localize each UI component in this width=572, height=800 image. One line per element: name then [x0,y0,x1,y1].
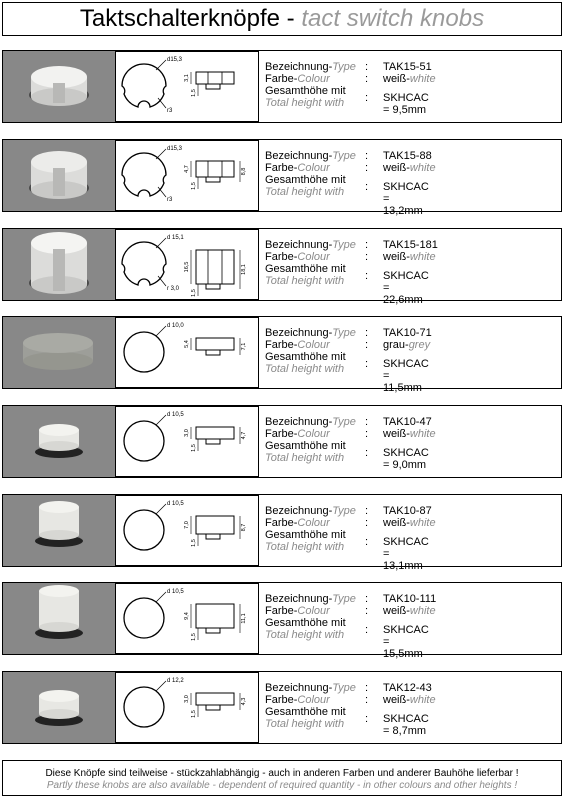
product-card [2,228,562,306]
designation-label-english: Type [332,593,356,605]
product-info [265,61,436,116]
product-photo [3,51,115,122]
product-type: TAK10-87 [383,505,432,517]
radius-leader [158,187,166,197]
diameter-label: d 10,5 [167,412,184,418]
radius-leader [158,276,166,286]
product-type: TAK10-111 [383,593,437,605]
product-info [265,416,436,471]
colon: : [365,73,369,85]
colour-german: weiß- [383,428,410,440]
colour-label: Farbe- [265,605,298,617]
colour-label: Farbe- [265,162,298,174]
diameter-label: d 10,0 [167,323,184,329]
top-view-outline [124,687,164,727]
height-label-english: Total height with [265,629,345,641]
top-view-outline [122,153,166,196]
product-height: SKHCAC = 9,0mm [383,447,429,471]
availability-note [2,760,562,796]
availability-note-german: Diese Knöpfe sind teilweise - stückzahlabhängig - auch in anderen Farben und anderer Bauhöhe lieferbar ! [45,768,519,779]
colon: : [365,327,369,339]
technical-drawing [115,51,259,122]
pin-dimension-label: 1,5 [191,633,197,641]
colour-english: white [409,605,436,617]
height-dimension-label: 9,4 [184,612,190,620]
diameter-label: d 10,5 [167,501,184,507]
colour-label-english: Colour [297,605,330,617]
height-label: Gesamthöhe mit [265,351,346,363]
colour-german: weiß- [383,694,410,706]
colour-english: white [409,73,436,85]
designation-label-english: Type [332,416,356,428]
height-label-english: Total height with [265,452,345,464]
diameter-leader [156,681,166,691]
colon: : [365,428,369,440]
product-photo [3,495,115,566]
technical-drawing [115,672,259,743]
colour-english: white [409,428,436,440]
title-english: tact switch knobs [301,5,485,32]
side-view-pin [206,84,220,89]
product-height: SKHCAC = 13,2mm [383,181,429,217]
colour-label: Farbe- [265,428,298,440]
product-colour [383,694,436,706]
colon: : [365,624,369,636]
colour-label-english: Colour [297,162,330,174]
height-label: Gesamthöhe mit [265,706,346,718]
diameter-label: d15,3 [167,57,183,63]
top-view-outline [122,64,166,107]
colon: : [365,181,369,193]
colour-label: Farbe- [265,73,298,85]
height-label: Gesamthöhe mit [265,617,346,629]
colour-english: white [409,251,436,263]
colour-label-english: Colour [297,339,330,351]
page-title [2,2,562,36]
colon: : [365,416,369,428]
designation-label: Bezeichnung- [265,239,333,251]
diameter-leader [156,326,166,336]
designation-label: Bezeichnung- [265,150,333,162]
height-label: Gesamthöhe mit [265,263,346,275]
product-info [265,593,437,660]
product-colour [383,73,436,85]
colon: : [365,682,369,694]
side-view-body [196,693,234,705]
product-height: SKHCAC = 8,7mm [383,713,429,737]
product-info [265,150,436,217]
height-label-english: Total height with [265,275,345,287]
colour-german: weiß- [383,162,410,174]
diameter-label: d15,3 [167,146,183,152]
side-view-body [196,250,234,284]
diameter-leader [156,504,166,514]
technical-drawing [115,583,259,654]
side-view-body [196,516,234,534]
colon: : [365,505,369,517]
colour-label-english: Colour [297,73,330,85]
height-label-english: Total height with [265,97,345,109]
total-dimension-label: 7,1 [241,342,247,351]
designation-label: Bezeichnung- [265,416,333,428]
product-photo [3,229,115,300]
product-height: SKHCAC = 22,6mm [383,270,429,306]
designation-label-english: Type [332,150,356,162]
designation-label-english: Type [332,682,356,694]
product-type: TAK10-71 [383,327,432,339]
pin-dimension-label: 1,5 [191,539,197,547]
height-label: Gesamthöhe mit [265,440,346,452]
colon: : [365,694,369,706]
colon: : [365,447,369,459]
height-dimension-label: 16,5 [184,261,190,273]
side-view-body [196,604,234,628]
colour-label-english: Colour [297,694,330,706]
total-dimension-label: 18,1 [241,264,247,275]
product-colour [383,428,436,440]
product-height: SKHCAC = 11,5mm [383,358,429,394]
technical-drawing [115,495,259,566]
colour-english: white [409,162,436,174]
colon: : [365,162,369,174]
designation-label: Bezeichnung- [265,505,333,517]
designation-label-english: Type [332,505,356,517]
product-photo [3,583,115,654]
height-label-english: Total height with [265,363,345,375]
product-height: SKHCAC = 13,1mm [383,536,429,572]
product-colour [383,339,430,351]
colour-label: Farbe- [265,339,298,351]
height-label-english: Total height with [265,541,345,553]
product-type: TAK10-47 [383,416,432,428]
designation-label-english: Type [332,61,356,73]
top-view-outline [124,598,164,638]
side-view-body [196,72,234,84]
colour-label-english: Colour [297,428,330,440]
designation-label: Bezeichnung- [265,593,333,605]
height-dimension-label: 5,4 [184,340,190,348]
diameter-leader [156,60,166,70]
diameter-label: d 10,5 [167,589,184,595]
height-dimension-label: 3,0 [184,429,190,437]
colour-german: weiß- [383,605,410,617]
product-height: SKHCAC = 9,5mm [383,92,429,116]
product-type: TAK12-43 [383,682,432,694]
diameter-leader [156,238,166,248]
colour-german: grau- [383,339,409,351]
height-label: Gesamthöhe mit [265,529,346,541]
product-photo [3,140,115,211]
product-card [2,139,562,217]
height-label: Gesamthöhe mit [265,85,346,97]
designation-label-english: Type [332,327,356,339]
designation-label: Bezeichnung- [265,61,333,73]
diameter-leader [156,592,166,602]
top-view-outline [124,510,164,550]
technical-drawing [115,229,259,300]
colour-german: weiß- [383,251,410,263]
availability-note-english: Partly these knobs are also available - dependent of required quantity - in other colours and other heights ! [46,780,518,791]
product-card [2,405,562,478]
colour-label-english: Colour [297,517,330,529]
radius-label: r3 [167,108,173,114]
colour-german: weiß- [383,73,410,85]
top-view-outline [122,242,166,285]
product-colour [383,605,436,617]
pin-dimension-label: 1,5 [191,444,197,452]
product-colour [383,517,436,529]
top-view-outline [124,332,164,372]
side-view-pin [206,439,220,444]
pin-dimension-label: 1,5 [191,289,197,297]
colour-label: Farbe- [265,694,298,706]
total-dimension-label: 8,7 [241,523,247,532]
colon: : [365,536,369,548]
height-label-english: Total height with [265,718,345,730]
product-photo [3,317,115,388]
colon: : [365,713,369,725]
side-view-body [196,338,234,350]
product-card [2,671,562,744]
total-dimension-label: 8,8 [241,167,247,176]
title-german: Taktschalterknöpfe [79,5,281,32]
technical-drawing [115,406,259,477]
diameter-leader [156,149,166,159]
colon: : [365,593,369,605]
product-info [265,327,432,394]
product-photo [3,406,115,477]
title-separator: - [280,5,302,32]
product-type: TAK15-181 [383,239,438,251]
product-height: SKHCAC = 15,5mm [383,624,429,660]
height-dimension-label: 4,7 [184,165,190,173]
product-type: TAK15-88 [383,150,432,162]
designation-label: Bezeichnung- [265,327,333,339]
product-card [2,494,562,572]
colour-english: grey [408,339,431,351]
height-dimension-label: 3,0 [184,695,190,703]
side-view-pin [206,177,220,182]
pin-dimension-label: 1,5 [191,710,197,718]
product-colour [383,162,436,174]
side-view-body [196,161,234,177]
diameter-label: d 15,1 [167,235,184,241]
radius-label: r 3,0 [167,286,180,292]
height-label-english: Total height with [265,186,345,198]
product-photo [3,672,115,743]
height-dimension-label: 7,0 [184,521,190,529]
technical-drawing [115,317,259,388]
colon: : [365,517,369,529]
colon: : [365,339,369,351]
colour-german: weiß- [383,517,410,529]
radius-label: r3 [167,197,173,203]
product-colour [383,251,436,263]
product-card [2,316,562,394]
height-dimension-label: 3,1 [184,74,190,82]
side-view-pin [206,350,220,355]
colour-english: white [409,694,436,706]
product-card [2,582,562,660]
designation-label-english: Type [332,239,356,251]
colon: : [365,239,369,251]
side-view-body [196,427,234,439]
pin-dimension-label: 1,5 [191,182,197,190]
colour-label-english: Colour [297,251,330,263]
product-info [265,239,438,306]
technical-drawing [115,140,259,211]
colour-label: Farbe- [265,517,298,529]
pin-dimension-label: 1,5 [191,89,197,97]
total-dimension-label: 4,7 [241,431,247,440]
product-card [2,50,562,123]
side-view-pin [206,705,220,710]
product-info [265,682,436,737]
designation-label: Bezeichnung- [265,682,333,694]
top-view-outline [124,421,164,461]
side-view-pin [206,284,220,289]
colon: : [365,61,369,73]
colour-english: white [409,517,436,529]
colour-label: Farbe- [265,251,298,263]
colon: : [365,251,369,263]
height-label: Gesamthöhe mit [265,174,346,186]
colon: : [365,358,369,370]
total-dimension-label: 11,1 [241,613,247,624]
product-type: TAK15-51 [383,61,432,73]
side-view-pin [206,628,220,633]
side-view-pin [206,534,220,539]
product-info [265,505,436,572]
colon: : [365,605,369,617]
colon: : [365,150,369,162]
diameter-leader [156,415,166,425]
radius-leader [158,98,166,108]
total-dimension-label: 4,3 [241,697,247,706]
diameter-label: d 12,2 [167,678,184,684]
colon: : [365,270,369,282]
colon: : [365,92,369,104]
